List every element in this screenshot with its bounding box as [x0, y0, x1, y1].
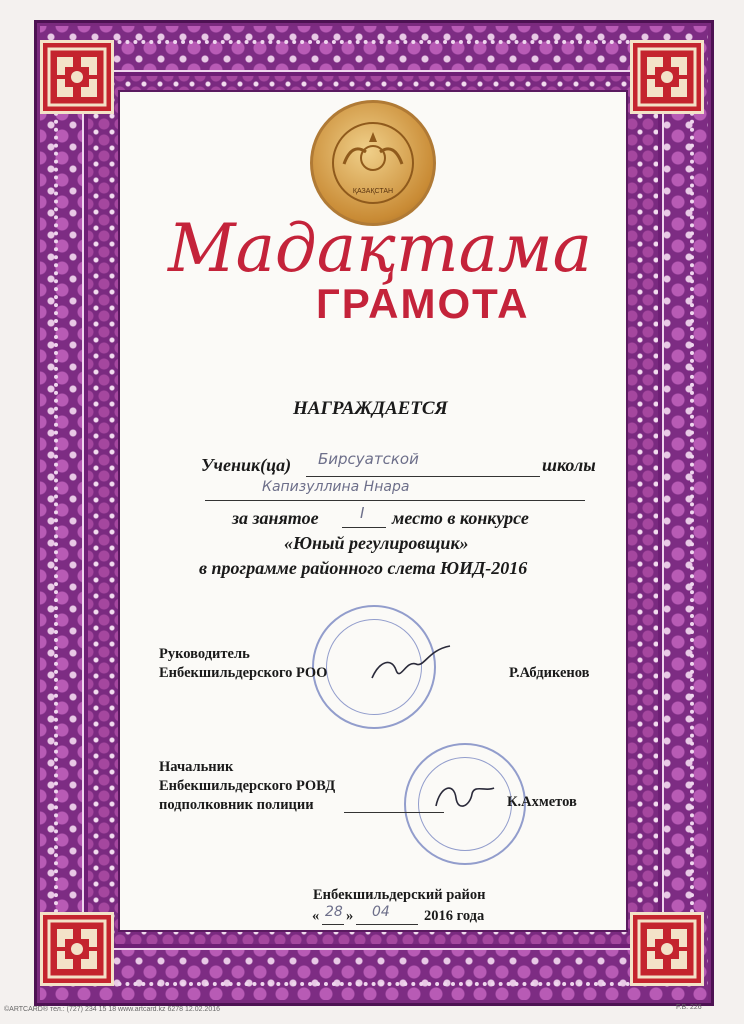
chief-title-line2: Енбекшильдерского РОВД: [159, 778, 336, 794]
school-label: школы: [542, 455, 596, 475]
school-handwritten: Бирсуатской: [318, 450, 419, 468]
awarded-heading: НАГРАЖДАЕТСЯ: [293, 398, 448, 419]
date-year: 2016 года: [424, 908, 485, 924]
chief-name: К.Ахметов: [507, 794, 577, 810]
publisher-info: ©ARTCARD® тел.: (727) 234 15 18 www.artcard.kz 6278 12.02.2016: [4, 1006, 220, 1013]
student-label: Ученик(ца): [201, 455, 292, 475]
name-handwritten: Капизуллина Ннара: [262, 479, 410, 495]
corner-ornament-top-right: [630, 40, 704, 114]
date-day: 28: [325, 904, 343, 920]
corner-ornament-bottom-right: [630, 912, 704, 986]
head-title-line2: Енбекшильдерского РОО: [159, 665, 328, 681]
program-line: в программе районного слета ЮИД-2016: [199, 558, 528, 578]
place-handwritten: I: [360, 504, 365, 522]
date-open-quote: «: [312, 908, 320, 924]
head-signature: [366, 640, 456, 690]
form-code: F.B. 226: [676, 1004, 702, 1011]
corner-ornament-top-left: [40, 40, 114, 114]
place-suffix: место в конкурсе: [392, 508, 529, 528]
date-day-underline: [322, 924, 344, 925]
emblem-label: ҚАЗАҚСТАН: [352, 188, 394, 195]
corner-ornament-bottom-left: [40, 912, 114, 986]
place-underline: [342, 527, 386, 528]
date-close-quote: »: [346, 908, 354, 924]
head-title-line1: Руководитель: [159, 646, 250, 662]
title-kazakh: Мадақтама: [168, 210, 593, 287]
school-underline: [306, 476, 540, 477]
head-name: Р.Абдикенов: [509, 665, 590, 681]
date-month-underline: [356, 924, 418, 925]
district: Енбекшильдерский район: [313, 887, 486, 903]
contest-name: «Юный регулировщик»: [284, 533, 469, 553]
place-prefix: за занятое: [232, 508, 319, 528]
chief-title-line3: подполковник полиции: [159, 797, 314, 813]
name-underline: [205, 500, 585, 501]
chief-signature: [430, 776, 500, 820]
chief-signature-line: [344, 812, 444, 813]
title-russian: ГРАМОТА: [316, 280, 530, 327]
date-month: 04: [372, 904, 390, 920]
chief-title-line1: Начальник: [159, 759, 234, 775]
